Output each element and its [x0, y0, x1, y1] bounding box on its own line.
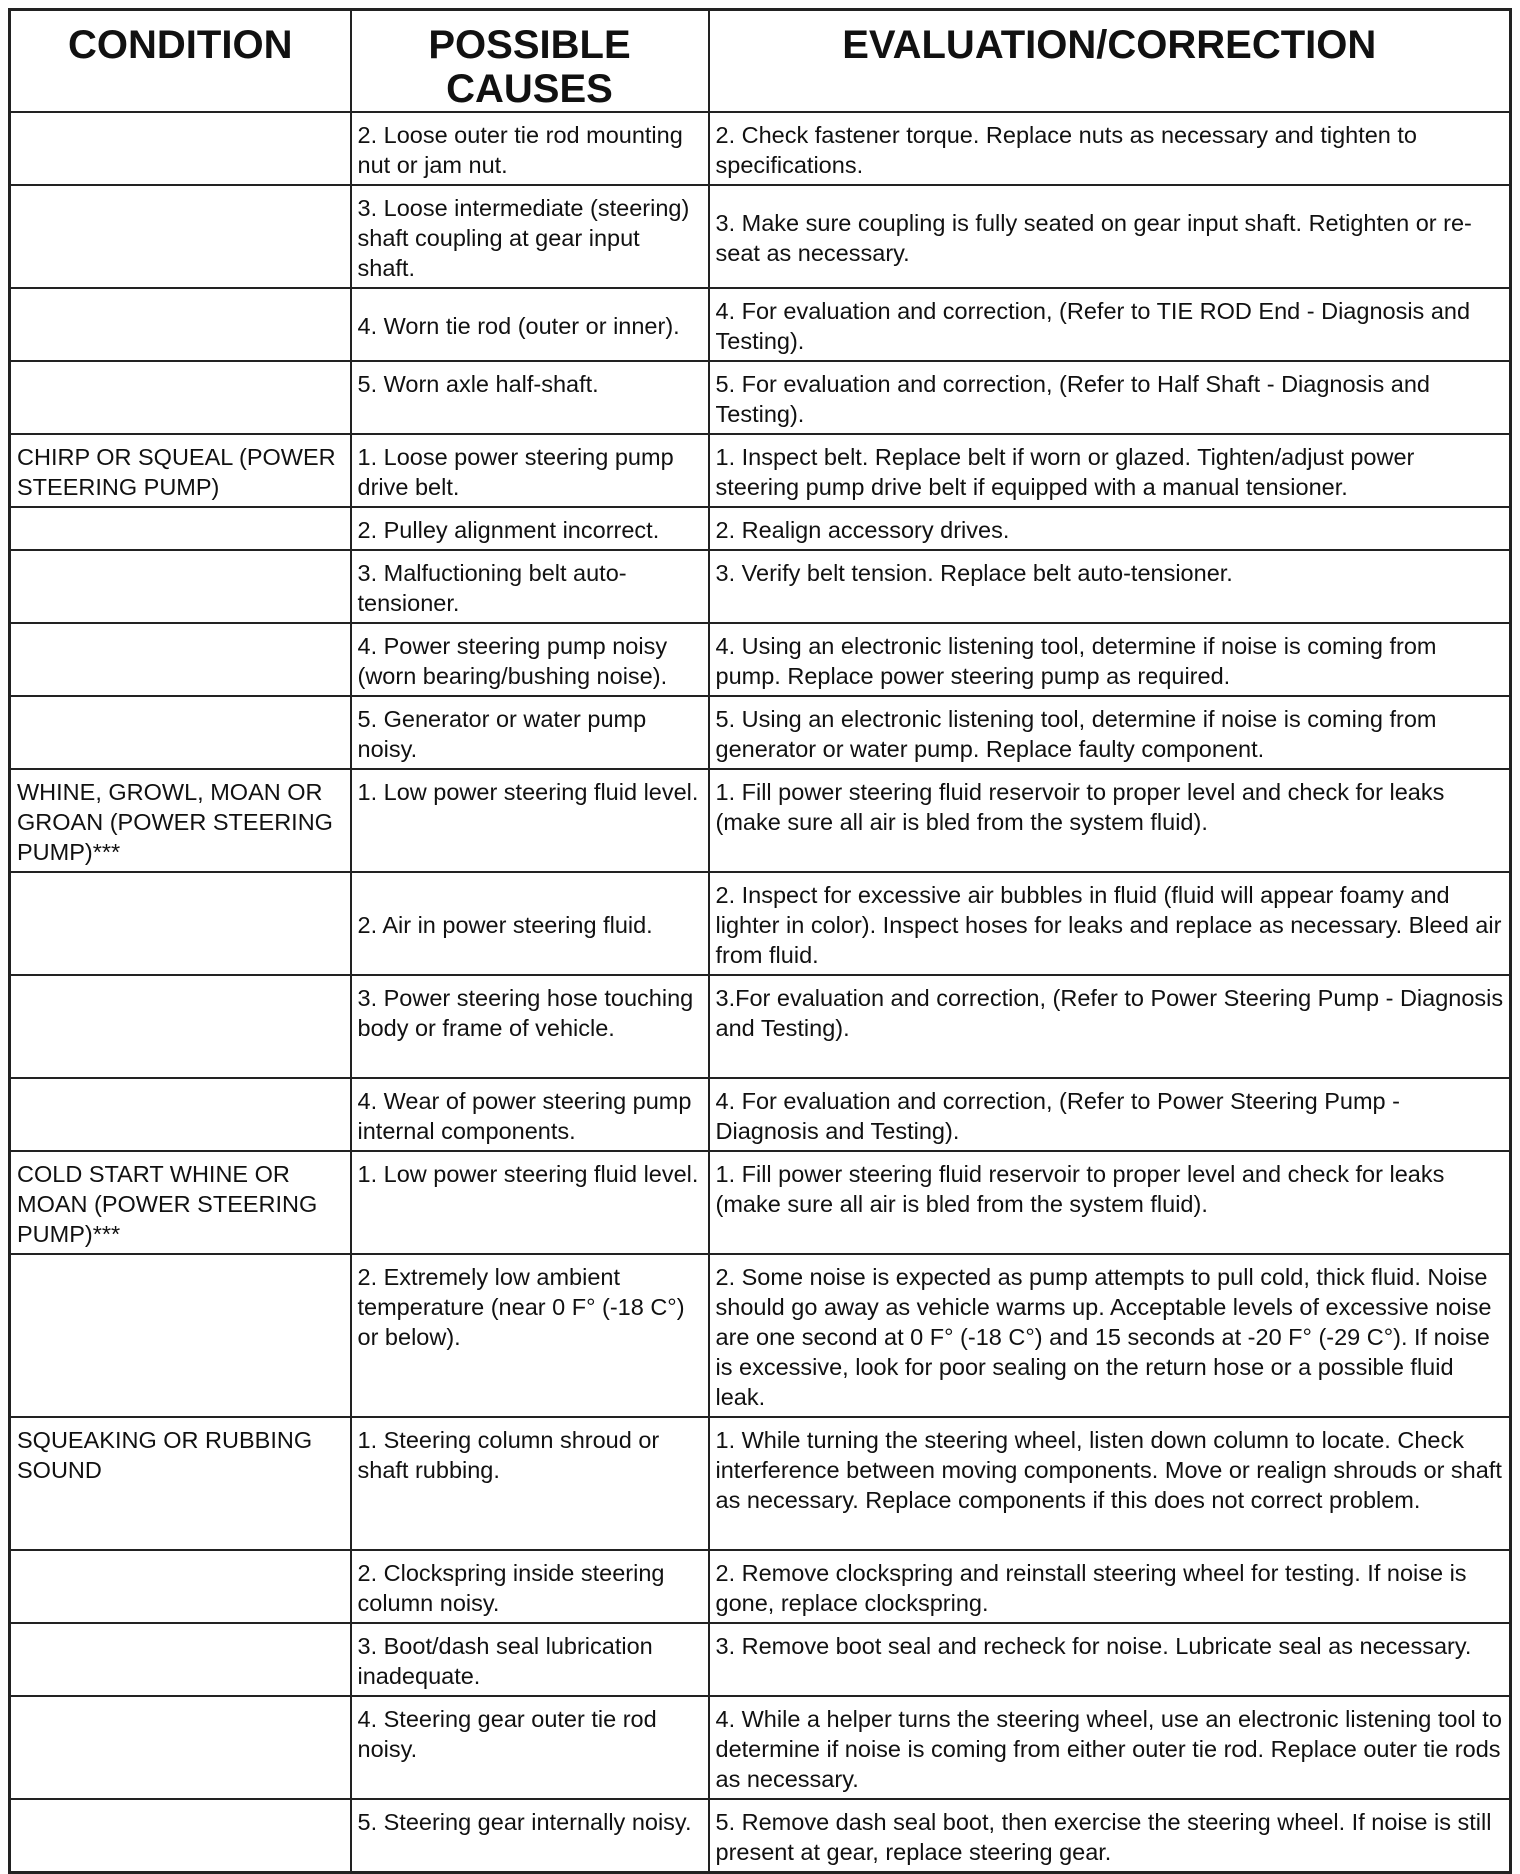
- correction-cell: 4. For evaluation and correction, (Refer to TIE ROD End - Diagnosis and Testing).: [709, 288, 1511, 361]
- condition-cell: [10, 507, 351, 550]
- table-row: [10, 550, 1511, 623]
- condition-cell: [10, 975, 351, 1078]
- table-row: [10, 1078, 1511, 1151]
- cause-cell: 1. Steering column shroud or shaft rubbing.: [351, 1417, 709, 1550]
- condition-cell: [10, 288, 351, 361]
- condition-cell: [10, 1254, 351, 1417]
- diagnosis-table: [8, 8, 1512, 1874]
- diagnosis-sheet: [8, 8, 1512, 1874]
- table-row: [10, 1696, 1511, 1799]
- correction-cell: 2. Inspect for excessive air bubbles in fluid (fluid will appear foamy and lighter in color). Inspect hoses for leaks and replace as necessary. Bleed air from fluid.: [709, 872, 1511, 975]
- condition-cell: [10, 1623, 351, 1696]
- cause-cell: 5. Worn axle half-shaft.: [351, 361, 709, 434]
- correction-cell: 4. Using an electronic listening tool, determine if noise is coming from pump. Replace power steering pump as required.: [709, 623, 1511, 696]
- condition-cell: [10, 1799, 351, 1873]
- condition-cell: [10, 1078, 351, 1151]
- condition-cell: [10, 872, 351, 975]
- table-row: [10, 112, 1511, 185]
- table-row: [10, 696, 1511, 769]
- table-row: [10, 1254, 1511, 1417]
- correction-cell: 1. While turning the steering wheel, listen down column to locate. Check interference between moving components. Move or realign shrouds or shaft as necessary. Replace components if this does not correct problem.: [709, 1417, 1511, 1550]
- table-row: [10, 1417, 1511, 1550]
- condition-cell: [10, 623, 351, 696]
- cause-cell: 5. Steering gear internally noisy.: [351, 1799, 709, 1873]
- cause-cell: 2. Air in power steering fluid.: [351, 872, 709, 975]
- correction-cell: 2. Remove clockspring and reinstall steering wheel for testing. If noise is gone, replace clockspring.: [709, 1550, 1511, 1623]
- table-row: [10, 872, 1511, 975]
- table-row: [10, 1550, 1511, 1623]
- header-evaluation-correction: EVALUATION/CORRECTION: [709, 10, 1511, 113]
- cause-cell: 3. Power steering hose touching body or frame of vehicle.: [351, 975, 709, 1078]
- condition-cell: [10, 112, 351, 185]
- table-row: [10, 185, 1511, 288]
- correction-cell: 2. Check fastener torque. Replace nuts as necessary and tighten to specifications.: [709, 112, 1511, 185]
- correction-cell: 1. Fill power steering fluid reservoir to proper level and check for leaks (make sure all air is bled from the system fluid).: [709, 769, 1511, 872]
- correction-cell: 5. Remove dash seal boot, then exercise the steering wheel. If noise is still present at gear, replace steering gear.: [709, 1799, 1511, 1873]
- condition-cell: [10, 185, 351, 288]
- correction-cell: 5. For evaluation and correction, (Refer to Half Shaft - Diagnosis and Testing).: [709, 361, 1511, 434]
- table-row: [10, 769, 1511, 872]
- cause-cell: 4. Power steering pump noisy (worn bearing/bushing noise).: [351, 623, 709, 696]
- table-row: [10, 288, 1511, 361]
- condition-cell: [10, 550, 351, 623]
- condition-cell: [10, 361, 351, 434]
- header-condition: CONDITION: [10, 10, 351, 113]
- cause-cell: 1. Low power steering fluid level.: [351, 1151, 709, 1254]
- cause-cell: 4. Steering gear outer tie rod noisy.: [351, 1696, 709, 1799]
- cause-cell: 4. Worn tie rod (outer or inner).: [351, 288, 709, 361]
- table-row: [10, 1799, 1511, 1873]
- cause-cell: 1. Loose power steering pump drive belt.: [351, 434, 709, 507]
- correction-cell: 3. Verify belt tension. Replace belt auto-tensioner.: [709, 550, 1511, 623]
- table-row: [10, 1151, 1511, 1254]
- cause-cell: 2. Pulley alignment incorrect.: [351, 507, 709, 550]
- condition-cell: CHIRP OR SQUEAL (POWER STEERING PUMP): [10, 434, 351, 507]
- correction-cell: 1. Inspect belt. Replace belt if worn or glazed. Tighten/adjust power steering pump drive belt if equipped with a manual tensioner.: [709, 434, 1511, 507]
- condition-cell: [10, 1550, 351, 1623]
- cause-cell: 2. Extremely low ambient temperature (near 0 F° (-18 C°) or below).: [351, 1254, 709, 1417]
- cause-cell: 2. Clockspring inside steering column noisy.: [351, 1550, 709, 1623]
- condition-cell: [10, 696, 351, 769]
- correction-cell: 4. For evaluation and correction, (Refer to Power Steering Pump - Diagnosis and Testing).: [709, 1078, 1511, 1151]
- cause-cell: 3. Boot/dash seal lubrication inadequate.: [351, 1623, 709, 1696]
- table-row: [10, 975, 1511, 1078]
- header-row: [10, 10, 1511, 113]
- table-row: [10, 361, 1511, 434]
- header-possible-causes: POSSIBLE CAUSES: [351, 10, 709, 113]
- cause-cell: 1. Low power steering fluid level.: [351, 769, 709, 872]
- correction-cell: 3.For evaluation and correction, (Refer to Power Steering Pump - Diagnosis and Testing).: [709, 975, 1511, 1078]
- cause-cell: 3. Loose intermediate (steering) shaft coupling at gear input shaft.: [351, 185, 709, 288]
- condition-cell: WHINE, GROWL, MOAN OR GROAN (POWER STEERING PUMP)***: [10, 769, 351, 872]
- table-row: [10, 623, 1511, 696]
- correction-cell: 4. While a helper turns the steering wheel, use an electronic listening tool to determine if noise is coming from either outer tie rod. Replace outer tie rods as necessary.: [709, 1696, 1511, 1799]
- condition-cell: COLD START WHINE OR MOAN (POWER STEERING PUMP)***: [10, 1151, 351, 1254]
- correction-cell: 2. Realign accessory drives.: [709, 507, 1511, 550]
- condition-cell: [10, 1696, 351, 1799]
- correction-cell: 3. Remove boot seal and recheck for noise. Lubricate seal as necessary.: [709, 1623, 1511, 1696]
- cause-cell: 3. Malfuctioning belt auto-tensioner.: [351, 550, 709, 623]
- cause-cell: 2. Loose outer tie rod mounting nut or jam nut.: [351, 112, 709, 185]
- table-row: [10, 434, 1511, 507]
- table-row: [10, 1623, 1511, 1696]
- correction-cell: 5. Using an electronic listening tool, determine if noise is coming from generator or water pump. Replace faulty component.: [709, 696, 1511, 769]
- correction-cell: 1. Fill power steering fluid reservoir to proper level and check for leaks (make sure all air is bled from the system fluid).: [709, 1151, 1511, 1254]
- cause-cell: 4. Wear of power steering pump internal components.: [351, 1078, 709, 1151]
- condition-cell: SQUEAKING OR RUBBING SOUND: [10, 1417, 351, 1550]
- correction-cell: 2. Some noise is expected as pump attempts to pull cold, thick fluid. Noise should go away as vehicle warms up. Acceptable levels of excessive noise are one second at 0 F° (-18 C°) and 15 seconds at -20 F° (-29 C°). If noise is excessive, look for poor sealing on the return hose or a possible fluid leak.: [709, 1254, 1511, 1417]
- correction-cell: 3. Make sure coupling is fully seated on gear input shaft. Retighten or re-seat as necessary.: [709, 185, 1511, 288]
- table-row: [10, 507, 1511, 550]
- cause-cell: 5. Generator or water pump noisy.: [351, 696, 709, 769]
